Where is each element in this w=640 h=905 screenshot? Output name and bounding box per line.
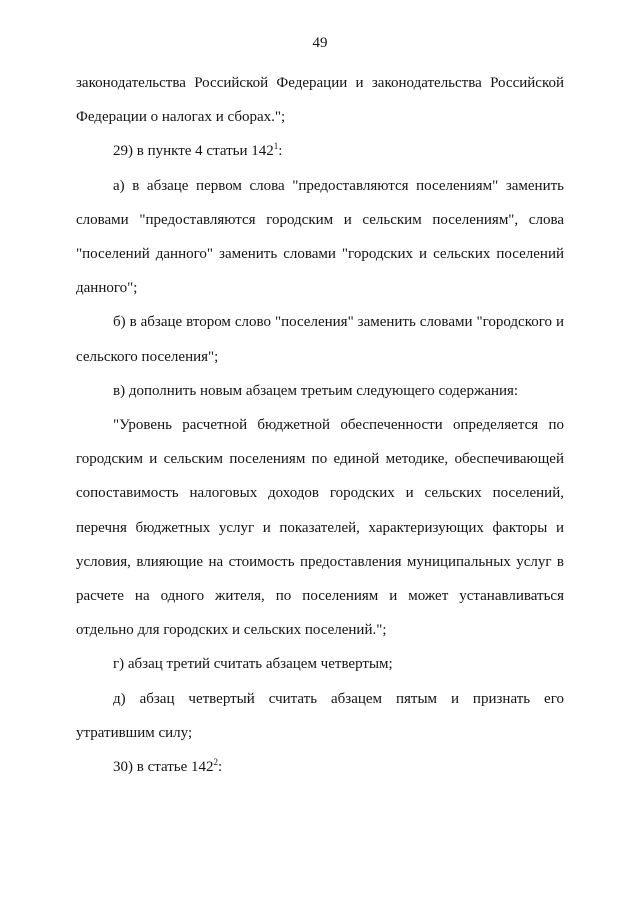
paragraph-text: 30) в статье 142 — [113, 759, 214, 776]
paragraph-continuation — [76, 66, 564, 134]
paragraph-subitem-d — [76, 682, 564, 750]
paragraph-text: б) в абзаце втором слово "поселения" заменить словами "городского и сельского поселения"; — [76, 314, 564, 365]
paragraph-suffix: : — [218, 759, 223, 776]
paragraph-text: в) дополнить новым абзацем третьим следующего содержания: — [113, 382, 519, 399]
paragraph-text: законодательства Российской Федерации и законодательства Российской Федерации о налогах и сборах."; — [76, 75, 564, 126]
paragraph-suffix: : — [278, 143, 283, 160]
paragraph-item-29 — [76, 134, 564, 168]
paragraph-subitem-b — [76, 305, 564, 373]
paragraph-item-30 — [76, 750, 564, 784]
paragraph-subitem-v — [76, 374, 564, 408]
superscript: 1 — [273, 141, 279, 152]
paragraph-subitem-a — [76, 169, 564, 306]
document-body — [76, 66, 564, 784]
paragraph-text: д) абзац четвертый считать абзацем пятым и признать его утратившим силу; — [76, 690, 564, 741]
paragraph-text: "Уровень расчетной бюджетной обеспеченности определяется по городским и сельским поселениям по единой методике, обеспечивающей сопоставимость налоговых доходов городских и сельских поселений, перечня бюджетных услуг и показателей, характеризующих факторы и условия, влияющие на стоимость предоставления муниципальных услуг в расчете на одного жителя, по поселениям и может устанавливаться отдельно для городских и сельских поселений."; — [76, 417, 564, 639]
paragraph-quote — [76, 408, 564, 647]
superscript: 2 — [213, 757, 219, 768]
page-number: 49 — [312, 35, 328, 51]
paragraph-text: а) в абзаце первом слова "предоставляются поселениям" заменить словами "предоставляются городским и сельским поселениям", слова "поселений данного" заменить словами "городских и сельских поселений данного"; — [76, 177, 564, 297]
paragraph-subitem-g — [76, 647, 564, 681]
paragraph-text: г) абзац третий считать абзацем четвертым; — [113, 656, 393, 673]
paragraph-text: 29) в пункте 4 статьи 142 — [113, 143, 274, 160]
